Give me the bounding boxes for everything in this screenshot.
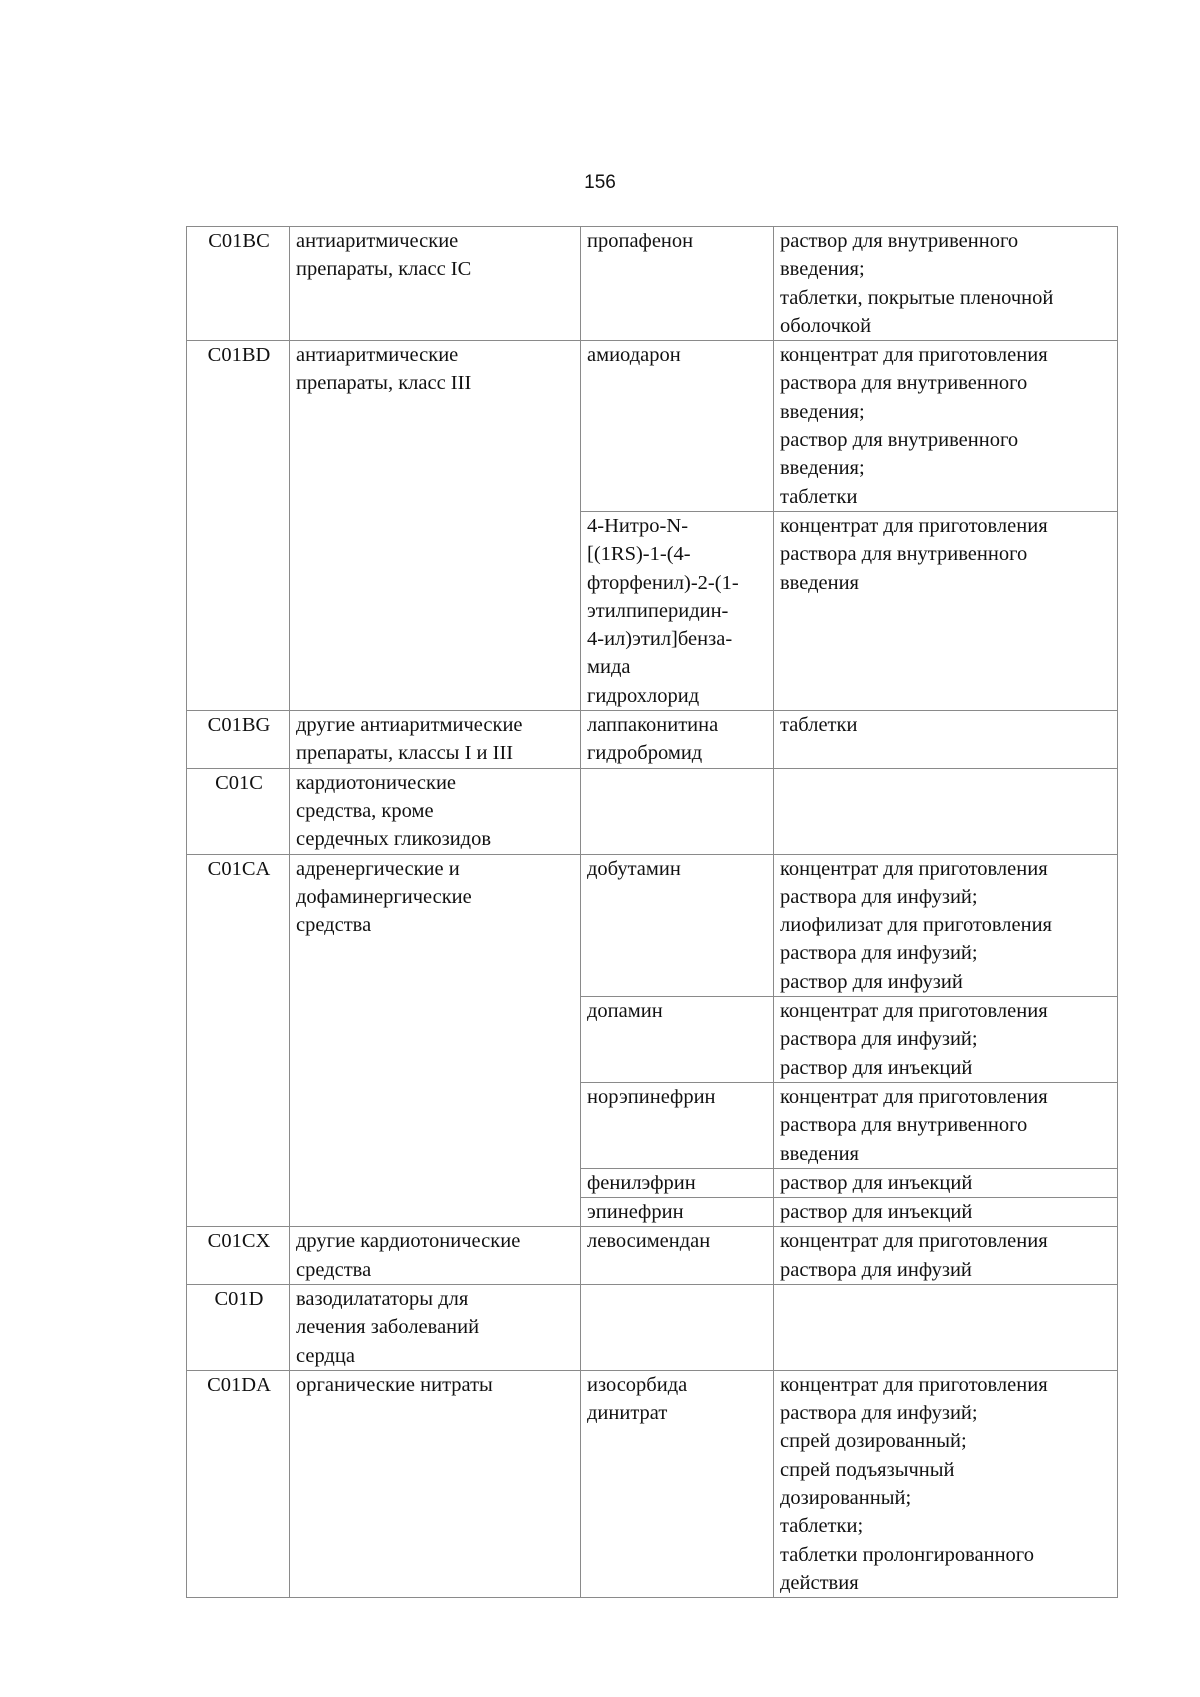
dosage-form-cell — [774, 1227, 1118, 1285]
drug-name-line: динитрат — [587, 1402, 668, 1425]
drug-name-cell — [581, 1227, 774, 1285]
atc-code-cell: C01CA — [187, 854, 290, 1227]
drug-name-line: фенилэфрин — [587, 1171, 696, 1194]
drug-name-line: изосорбида — [587, 1373, 688, 1396]
dosage-form-line: раствора для внутривенного — [780, 543, 1028, 566]
dosage-form-cell — [774, 1082, 1118, 1168]
group-name-cell — [290, 854, 581, 1227]
dosage-form-line: таблетки — [780, 714, 858, 737]
dosage-form-line: концентрат для приготовления — [780, 1230, 1048, 1253]
table-row — [187, 854, 1118, 996]
group-name-line: органические нитраты — [296, 1373, 493, 1396]
dosage-form-cell — [774, 341, 1118, 512]
dosage-form-cell — [774, 768, 1118, 854]
group-name-line: другие антиаритмические — [296, 714, 523, 737]
dosage-form-line: дозированный; — [780, 1487, 912, 1510]
dosage-form-cell — [774, 1284, 1118, 1370]
dosage-form-line: введения; — [780, 400, 865, 423]
drug-name-cell — [581, 1198, 774, 1227]
group-name-line: дофаминергические — [296, 885, 472, 908]
dosage-form-line: введения; — [780, 457, 865, 480]
group-name-cell — [290, 768, 581, 854]
group-name-line: другие кардиотонические — [296, 1230, 521, 1253]
dosage-form-line: раствора для инфузий; — [780, 1402, 978, 1425]
dosage-form-line: раствор для внутривенного — [780, 429, 1019, 452]
drug-name-cell — [581, 1082, 774, 1168]
drug-name-cell — [581, 997, 774, 1083]
drug-name-line: амиодарон — [587, 344, 681, 367]
group-name-line: средства — [296, 1258, 372, 1281]
dosage-form-line: оболочкой — [780, 314, 872, 337]
drug-table — [186, 226, 1118, 1598]
dosage-form-line: раствор для внутривенного — [780, 230, 1019, 252]
drug-name-cell — [581, 711, 774, 769]
dosage-form-line: таблетки пролонгированного — [780, 1543, 1034, 1566]
dosage-form-line: концентрат для приготовления — [780, 514, 1048, 537]
drug-name-line: этилпиперидин- — [587, 599, 729, 622]
group-name-line: средства — [296, 914, 372, 937]
dosage-form-cell — [774, 854, 1118, 996]
table-row — [187, 1227, 1118, 1285]
dosage-form-line: введения — [780, 571, 859, 594]
drug-name-cell — [581, 1168, 774, 1197]
group-name-cell — [290, 711, 581, 769]
drug-name-line: гидробромид — [587, 742, 703, 765]
group-name-line: препараты, класс III — [296, 372, 472, 395]
atc-code-cell: C01D — [187, 1284, 290, 1370]
table-row — [187, 768, 1118, 854]
drug-name-cell — [581, 341, 774, 512]
group-name-cell — [290, 1370, 581, 1597]
dosage-form-line: спрей дозированный; — [780, 1430, 967, 1453]
atc-code-cell: C01C — [187, 768, 290, 854]
atc-code-cell: C01DA — [187, 1370, 290, 1597]
dosage-form-line: таблетки, покрытые пленочной — [780, 286, 1054, 309]
dosage-form-cell — [774, 711, 1118, 769]
dosage-form-line: введения — [780, 1142, 859, 1165]
table-body — [187, 227, 1118, 1598]
group-name-cell — [290, 1227, 581, 1285]
drug-name-line: 4-ил)этил]бенза- — [587, 628, 733, 651]
group-name-line: антиаритмические — [296, 230, 459, 252]
dosage-form-cell — [774, 1198, 1118, 1227]
dosage-form-line: действия — [780, 1571, 859, 1594]
drug-name-line: гидрохлорид — [587, 684, 700, 707]
group-name-line: сердца — [296, 1344, 355, 1367]
atc-code-cell: C01BC — [187, 227, 290, 341]
table-row — [187, 341, 1118, 512]
dosage-form-line: раствор для инъекций — [780, 1056, 973, 1079]
drug-name-line: 4-Нитро-N- — [587, 514, 689, 537]
group-name-line: адренергические и — [296, 857, 460, 880]
drug-name-line: допамин — [587, 1000, 663, 1023]
drug-name-line: мида — [587, 656, 631, 679]
dosage-form-line: концентрат для приготовления — [780, 857, 1048, 880]
dosage-form-line: концентрат для приготовления — [780, 1000, 1048, 1023]
group-name-line: лечения заболеваний — [296, 1316, 480, 1339]
dosage-form-line: раствора для инфузий — [780, 1258, 972, 1281]
dosage-form-line: введения; — [780, 258, 865, 281]
dosage-form-cell — [774, 227, 1118, 341]
drug-name-line: норэпинефрин — [587, 1085, 716, 1108]
dosage-form-line: раствора для инфузий; — [780, 942, 978, 965]
group-name-cell — [290, 1284, 581, 1370]
dosage-form-line: раствор для инъекций — [780, 1201, 973, 1224]
drug-name-cell — [581, 511, 774, 710]
dosage-form-line: раствора для внутривенного — [780, 1114, 1028, 1137]
dosage-form-line: спрей подъязычный — [780, 1458, 955, 1481]
table-row — [187, 711, 1118, 769]
dosage-form-line: раствор для инъекций — [780, 1171, 973, 1194]
drug-name-cell — [581, 1370, 774, 1597]
group-name-line: кардиотонические — [296, 771, 457, 794]
dosage-form-cell — [774, 997, 1118, 1083]
group-name-line: препараты, класс IC — [296, 258, 472, 281]
drug-name-cell — [581, 768, 774, 854]
dosage-form-line: раствора для инфузий; — [780, 1028, 978, 1051]
drug-name-line: пропафенон — [587, 230, 694, 252]
dosage-form-line: концентрат для приготовления — [780, 344, 1048, 367]
dosage-form-line: лиофилизат для приготовления — [780, 914, 1052, 937]
drug-name-line: добутамин — [587, 857, 681, 880]
atc-code-cell: C01BG — [187, 711, 290, 769]
drug-name-line: [(1RS)-1-(4- — [587, 543, 691, 566]
drug-name-line: лаппаконитина — [587, 714, 719, 737]
dosage-form-line: раствора для внутривенного — [780, 372, 1028, 395]
table-row — [187, 1370, 1118, 1597]
drug-name-cell — [581, 1284, 774, 1370]
dosage-form-line: концентрат для приготовления — [780, 1085, 1048, 1108]
drug-name-cell — [581, 854, 774, 996]
drug-name-line: фторфенил)-2-(1- — [587, 571, 739, 594]
dosage-form-line: таблетки; — [780, 1515, 864, 1538]
atc-code-cell: C01CX — [187, 1227, 290, 1285]
dosage-form-cell — [774, 1370, 1118, 1597]
page-number: 156 — [584, 172, 616, 193]
drug-name-line: левосимендан — [587, 1230, 711, 1253]
dosage-form-line: таблетки — [780, 485, 858, 508]
group-name-cell — [290, 341, 581, 711]
group-name-line: вазодилататоры для — [296, 1287, 469, 1310]
table-row — [187, 1284, 1118, 1370]
dosage-form-line: раствор для инфузий — [780, 970, 963, 993]
dosage-form-line: концентрат для приготовления — [780, 1373, 1048, 1396]
group-name-line: препараты, классы I и III — [296, 742, 514, 765]
dosage-form-cell — [774, 511, 1118, 710]
atc-code-cell: C01BD — [187, 341, 290, 711]
dosage-form-cell — [774, 1168, 1118, 1197]
drug-name-cell — [581, 227, 774, 341]
group-name-cell — [290, 227, 581, 341]
table-row — [187, 227, 1118, 341]
group-name-line: сердечных гликозидов — [296, 828, 492, 851]
group-name-line: антиаритмические — [296, 344, 459, 367]
drug-name-line: эпинефрин — [587, 1201, 684, 1224]
group-name-line: средства, кроме — [296, 799, 434, 822]
dosage-form-line: раствора для инфузий; — [780, 885, 978, 908]
